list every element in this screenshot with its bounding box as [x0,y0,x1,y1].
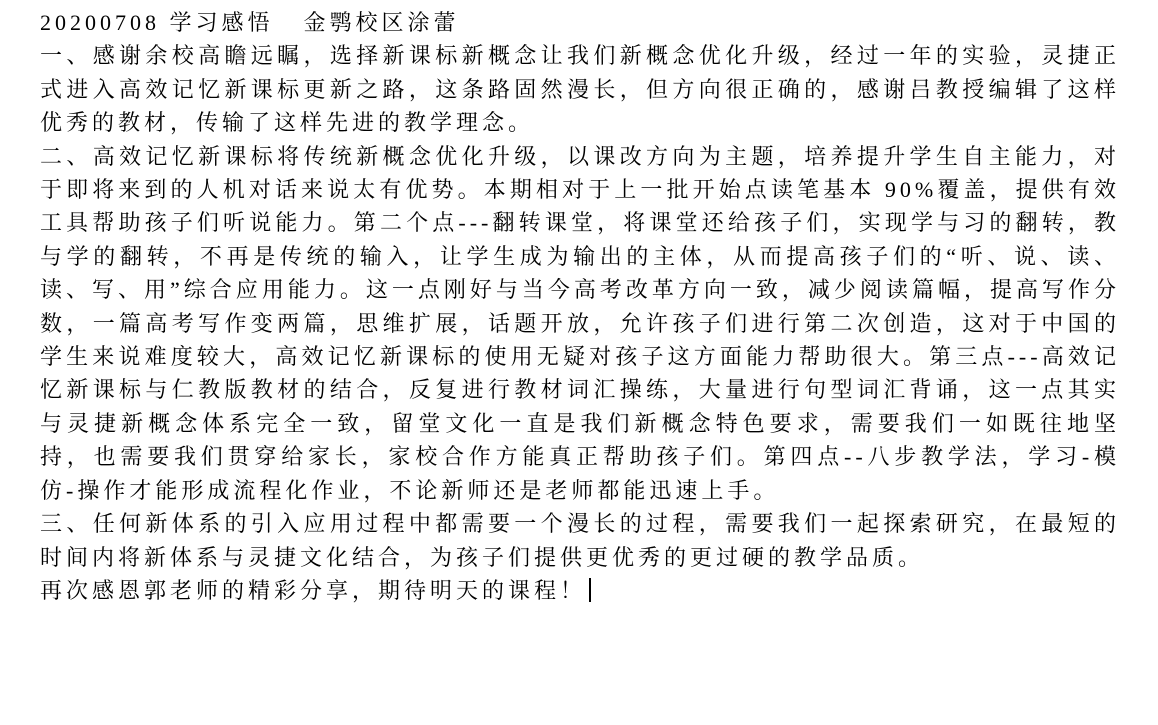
closing-line-text: 再次感恩郭老师的精彩分享，期待明天的课程！ [40,577,587,603]
text-cursor [589,578,591,602]
paragraph-3[interactable]: 三、任何新体系的引入应用过程中都需要一个漫长的过程，需要我们一起探索研究，在最短的时间内将新体系与灵捷文化结合，为孩子们提供更优秀的更过硬的教学品质。 [40,511,1120,570]
paragraph-2[interactable]: 二、高效记忆新课标将传统新概念优化升级，以课改方向为主题，培养提升学生自主能力，对于即将来到的人机对话来说太有优势。本期相对于上一批开始点读笔基本 90%覆盖，提供有效工具帮助孩子们听说能力。第二个点---翻转课堂，将课堂还给孩子们，实现学与习的翻转，教与学的翻转，不再是传统的输入，让学生成为输出的主体，从而提高孩子们的“听、说、读、读、写、用”综合应用能力。这一点刚好与当今高考改革方向一致，减少阅读篇幅，提高写作分数，一篇高考写作变两篇，思维扩展，话题开放，允许孩子们进行第二次创造，这对于中国的学生来说难度较大，高效记忆新课标的使用无疑对孩子这方面能力帮助很大。第三点---高效记忆新课标与仁教版教材的结合，反复进行教材词汇操练，大量进行句型词汇背诵，这一点其实与灵捷新概念体系完全一致，留堂文化一直是我们新概念特色要求，需要我们一如既往地坚持，也需要我们贯穿给家长，家校合作方能真正帮助孩子们。第四点--八步教学法，学习-模仿-操作才能形成流程化作业，不论新师还是老师都能迅速上手。 [40,143,1120,503]
paragraph-1[interactable]: 一、感谢余校高瞻远瞩，选择新课标新概念让我们新概念优化升级，经过一年的实验，灵捷正式进入高效记忆新课标更新之路，这条路固然漫长，但方向很正确的，感谢吕教授编辑了这样优秀的教材，传输了这样先进的教学理念。 [40,43,1120,136]
paragraph-4[interactable] [40,574,1120,607]
title-author: 金鹗校区涂蕾 [303,10,460,35]
document-title [40,6,1120,39]
title-date-label: 20200708 学习感悟 [40,10,274,35]
